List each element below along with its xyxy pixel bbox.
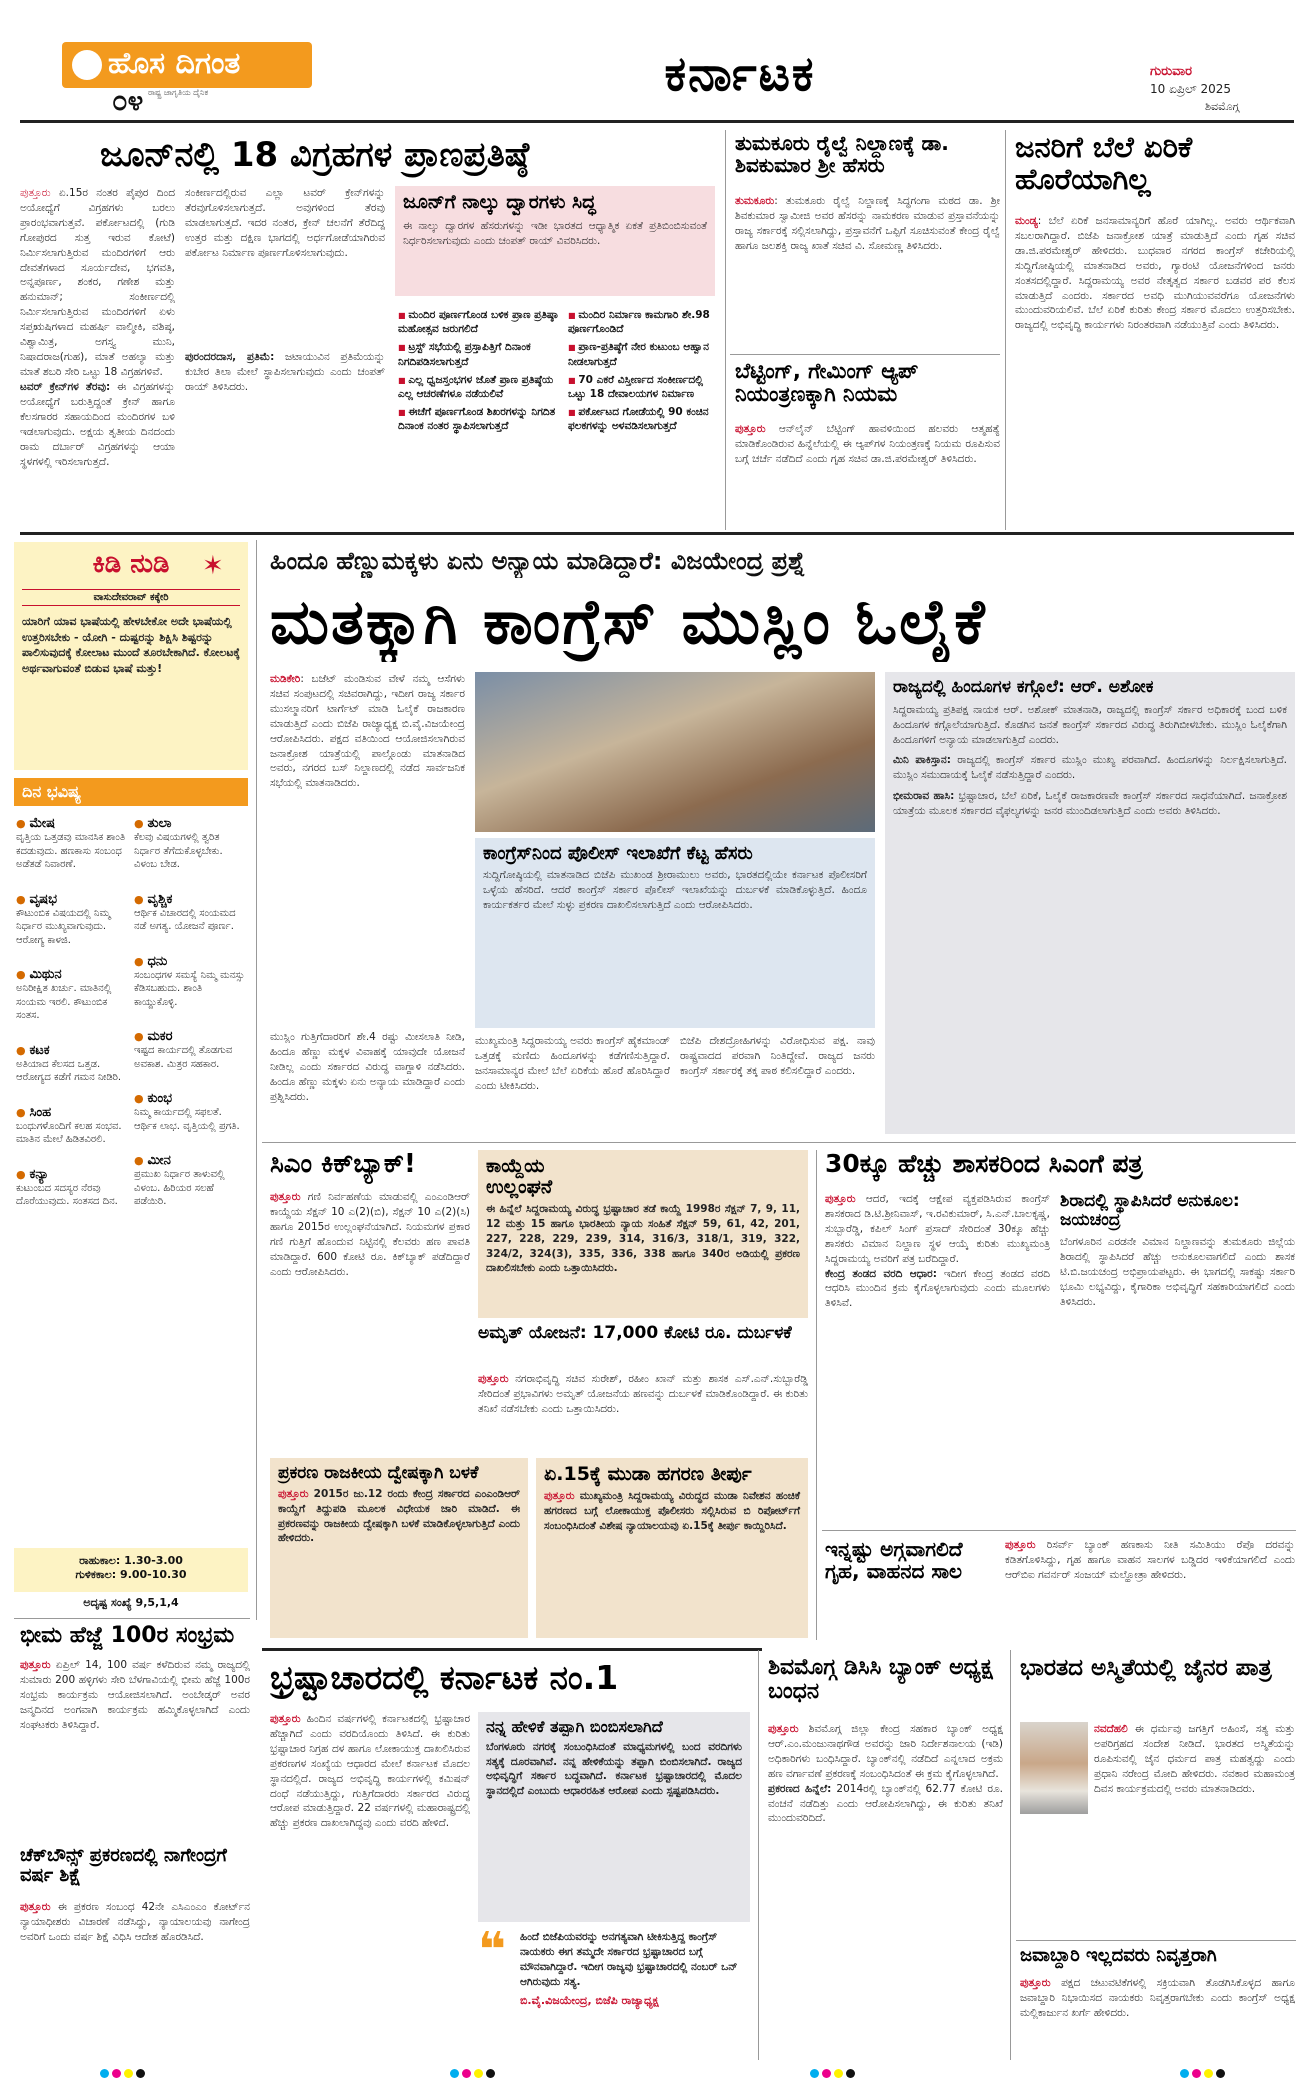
horoscope-title: ದಿನ ಭವಿಷ್ಯ: [22, 782, 82, 801]
lead-side-body2: ರಾಜ್ಯದಲ್ಲಿ ಕಾಂಗ್ರೆಸ್ ಸರ್ಕಾರ ಮುಸ್ಲಿಂ ಮುಖ್ಯ ಪರವಾಗಿದೆ. ಹಿಂದೂಗಳನ್ನು ನಿರ್ಲಕ್ಷಿಸಲಾಗುತ್ತಿದೆ. ಮುಸ್ಲಿಂ ಸಮುದಾಯಕ್ಕೆ ಓಲೈಕೆ ನಡೆಸುತ್ತಿದ್ದಾರೆ ಎಂದರು.: [893, 754, 1287, 782]
page-number: ೦೪: [112, 84, 144, 117]
story3-headline: ಬೆಟ್ಟಿಂಗ್, ಗೇಮಿಂಗ್ ಆ್ಯಪ್ ನಿಯಂತ್ರಣಕ್ಕಾಗಿ ನಿಯಮ: [735, 360, 919, 407]
corruption-body-b: ರಾಜ್ಯದ ಅಭಿವೃದ್ಧಿ ಕಾರ್ಯಗಳಲ್ಲಿ ಕಮಿಷನ್ ದಂಧೆ ನಡೆಯುತ್ತಿದ್ದು, ಗುತ್ತಿಗೆದಾರರು ಸರ್ಕಾರದ ವಿರುದ್ಧ ಆರೋಪ ಮಾಡುತ್ತಿದ್ದಾರೆ. 22 ವರ್ಷಗಳಲ್ಲಿ ಮಹಾರಾಷ್ಟ್ರದಲ್ಲಿ ಹೆಚ್ಚು ಪ್ರಕರಣ ದಾಖಲಾಗಿದ್ದವು ಎಂದು ವರದಿ ಹೇಳಿದೆ.: [270, 1772, 470, 1830]
lead-body-b: ಮುಸ್ಲಿಂ ಗುತ್ತಿಗೆದಾರರಿಗೆ ಶೇ.4 ರಷ್ಟು ಮೀಸಲಾತಿ ನೀಡಿ, ಹಿಂದೂ ಹೆಣ್ಣು ಮಕ್ಕಳ ವಿವಾಹಕ್ಕೆ ಯಾವುದೇ ಯೋಜನೆ ನೀಡಿಲ್ಲ ಎಂದು ಸರ್ಕಾರದ ವಿರುದ್ಧ ವಾಗ್ದಾಳಿ ನಡೆಸಿದರು. ಹಿಂದೂ ಹೆಣ್ಣು ಮಕ್ಕಳು ಏನು ಅನ್ಯಾಯ ಮಾಡಿದ್ದಾರೆ ಎಂದು ಪ್ರಶ್ನಿಸಿದರು.: [270, 1031, 465, 1103]
corruption-headline: ಭ್ರಷ್ಟಾಚಾರದಲ್ಲಿ ಕರ್ನಾಟಕ ನಂ.1: [270, 1660, 619, 1697]
bheema-dateline: ಪುತ್ತೂರು: [20, 1659, 51, 1671]
politics-box: [270, 1458, 528, 1638]
story2-dateline: ತುಮಕೂರು: [735, 195, 775, 207]
issue-day: ಗುರುವಾರ: [1150, 64, 1192, 79]
amrut-dateline: ಪುತ್ತೂರು: [478, 1373, 509, 1385]
kidi-nudi-box: [14, 542, 248, 770]
kickback-box-body: ಈ ಹಿನ್ನೆಲೆ ಸಿದ್ದರಾಮಯ್ಯ ವಿರುದ್ಧ ಭ್ರಷ್ಟಾಚಾರ ತಡೆ ಕಾಯ್ದೆ 1998ರ ಸೆಕ್ಷನ್ 7, 9, 11, 12 ಮತ್ತು 15 ಹಾಗೂ ಭಾರತೀಯ ನ್ಯಾಯ ಸಂಹಿತೆ ಸೆಕ್ಷನ್ 59, 61, 42, 201, 227, 228, 229, 239, 314, 316/3, 318/1, 319, 322, 324/2, 324(3), 335, 336, 338 ಹಾಗೂ 340ರ ಅಡಿಯಲ್ಲಿ ಪ್ರಕರಣ ದಾಖಲಿಸಬೇಕು ಎಂದು ಒತ್ತಾಯಿಸಿದರು.: [486, 1202, 800, 1275]
vehicle-dateline: ಪುತ್ತೂರು: [1005, 1539, 1036, 1551]
mla-letter-dateline: ಪುತ್ತೂರು: [825, 1193, 856, 1205]
story3-body-text: ಆನ್‌ಲೈನ್ ಬೆಟ್ಟಿಂಗ್ ಹಾವಳಿಯಿಂದ ಹಲವರು ಆತ್ಮಹತ್ಯೆ ಮಾಡಿಕೊಂಡಿರುವ ಹಿನ್ನೆಲೆಯಲ್ಲಿ ಈ ಆ್ಯಪ್‌ಗಳ ನಿಯಂತ್ರಣಕ್ಕೆ ನಿಯಮ ರೂಪಿಸುವ ಬಗ್ಗೆ ಚರ್ಚೆ ನಡೆದಿದೆ ಎಂದು ಗೃಹ ಸಚಿವ ಡಾ.ಜಿ.ಪರಮೇಶ್ವರ್ ತಿಳಿಸಿದರು.: [735, 423, 1000, 465]
story1-body-c: ಸಂಕೀರ್ಣದಲ್ಲಿರುವ ಎಲ್ಲಾ ಟವರ್ ಕ್ರೇನ್‌ಗಳನ್ನು ತೆರವುಗೊಳಿಸಲಾಗುತ್ತದೆ. ಅವುಗಳಿಂದ ತೆರವು ಮಾಡಲಾಗುತ್ತದೆ. ಇದರ ನಂತರ, ಕ್ರೇನ್ ಚಲನೆಗೆ ತೆರೆದಿದ್ದ ಉತ್ತರ ಮತ್ತು ದಕ್ಷಿಣ ಭಾಗದಲ್ಲಿ ಅರ್ಧಗೋಡೆಯಾಗಿರುವ ಪರ್ಕೋಟ ನಿರ್ಮಾಣ ಪೂರ್ಣಗೊಳಿಸಲಾಗುವುದು.: [185, 187, 385, 259]
lead-body-d: ಬಿಜೆಪಿ ದೇಶದ್ರೋಹಿಗಳನ್ನು ವಿರೋಧಿಸುವ ಪಕ್ಷ. ನಾವು ರಾಷ್ಟ್ರವಾದದ ಪರವಾಗಿ ನಿಂತಿದ್ದೇವೆ. ರಾಜ್ಯದ ಜನರು ಕಾಂಗ್ರೆಸ್ ಸರ್ಕಾರಕ್ಕೆ ತಕ್ಕ ಪಾಠ ಕಲಿಸಲಿದ್ದಾರೆ ಎಂದರು.: [680, 1035, 875, 1077]
lead-side-para2: [893, 753, 1287, 783]
section-rule: [262, 1648, 762, 1651]
mla-letter-body-text: ಆದರೆ, ಇದಕ್ಕೆ ಆಕ್ಷೇಪ ವ್ಯಕ್ತಪಡಿಸಿರುವ ಕಾಂಗ್ರೆಸ್ ಶಾಸಕರಾದ ಡಿ.ಟಿ.ಶ್ರೀನಿವಾಸ್, ಇ.ರವಿಕುಮಾರ್, ಸಿ.ಎನ್.ಬಾಲಕೃಷ್ಣ, ಸುಬ್ಬಾರೆಡ್ಡಿ, ಕಪಿಲ್ ಸಿಂಗ್ ಪ್ರಸಾದ್ ಸೇರಿದಂತೆ 30ಕ್ಕೂ ಹೆಚ್ಚು ಶಾಸಕರು ವಿಮಾನ ನಿಲ್ದಾಣ ಸ್ಥಳ ಆಯ್ಕೆ ಕುರಿತು ಮುಖ್ಯಮಂತ್ರಿ ಸಿದ್ದರಾಮಯ್ಯ ಅವರಿಗೆ ಪತ್ರ ಬರೆದಿದ್ದಾರೆ.: [825, 1193, 1050, 1265]
kidi-nudi-author: ವಾಸುದೇವರಾವ್ ಕಕ್ಕೇರಿ: [22, 589, 240, 606]
horoscope-sign: ● ಸಿಂಹ ಬಂಧುಗಳೊಂದಿಗೆ ಕಲಹ ಸಂಭವ. ಮಾತಿನ ಮೇಲೆ ಹಿಡಿತವಿರಲಿ.: [16, 1105, 128, 1147]
lucky-number: ಅದೃಷ್ಟ ಸಂಖ್ಯೆ 9,5,1,4: [83, 1596, 179, 1609]
lead-body-col2: [270, 1030, 465, 1135]
responsible-headline: ಜವಾಬ್ದಾರಿ ಇಲ್ಲದವರು ನಿವೃತ್ತರಾಗಿ: [1020, 1946, 1217, 1966]
bheema-body: [20, 1658, 250, 1838]
horoscope-sign: ● ಮೀನ ಪ್ರಮುಖ ನಿರ್ಧಾರ ತಾಳುವಲ್ಲಿ ವಿಳಂಬ. ಹಿರಿಯರ ಸಲಹೆ ಪಡೆಯಿರಿ.: [134, 1153, 246, 1209]
section-rule: [20, 532, 1294, 535]
story1-body-a: ಏ.15ರ ನಂತರ ಪೈಪುರ ದಿಂದ ಅಯೋಧ್ಯೆಗೆ ವಿಗ್ರಹಗಳು ಬರಲು ಪ್ರಾರಂಭವಾಗುತ್ತವೆ. ಪರ್ಕೋಟದಲ್ಲಿ (ಗುಡಿ ಗೋಪುರದ ಸುತ್ತ ಇರುವ ಕೋಟೆ) ನಿರ್ಮಿಸಲಾಗುತ್ತಿರುವ ಮಂದಿರಗಳಿಗೆ ಆರು ದೇವತೆಗಳಾದ ಸೂರ್ಯದೇವ, ಭಗವತಿ, ಅನ್ನಪೂರ್ಣ, ಶಂಕರ, ಗಣೇಶ ಮತ್ತು ಹನುಮಾನ್; ಸಂಕೀರ್ಣದಲ್ಲಿ ನಿರ್ಮಿಸಲಾಗುತ್ತಿರುವ ಮಂದಿರಗಳಿಗೆ ಏಳು ಸಪ್ತಋಷಿಗಳಾದ ಮಹರ್ಷಿ ವಾಲ್ಮೀಕಿ, ವಶಿಷ್ಠ, ವಿಶ್ವಾಮಿತ್ರ, ಅಗಸ್ತ್ಯ ಮುನಿ, ನಿಷಾದರಾಜ(ಗುಹ), ಮಾತೆ ಅಹಲ್ಯಾ ಮತ್ತು ಮಾತೆ ಶಬರಿ ಸೇರಿ ಒಟ್ಟು 18 ವಿಗ್ರಹಗಳಿವೆ.: [20, 187, 175, 378]
vehicle-body: [1005, 1538, 1295, 1634]
lead-headline: ಮತಕ್ಕಾಗಿ ಕಾಂಗ್ರೆಸ್ ಮುಸ್ಲಿಂ ಓಲೈಕೆ: [270, 585, 987, 658]
story1-body-col3: [185, 186, 385, 346]
col-divider: [256, 540, 257, 1620]
corruption-box: [478, 1712, 750, 1922]
story1-box: [395, 186, 715, 296]
story2-headline: ತುಮಕೂರು ರೈಲ್ವೆ ನಿಲ್ದಾಣಕ್ಕೆ ಡಾ. ಶಿವಕುಮಾರ ಶ್ರೀ ಹೆಸರು: [735, 132, 949, 177]
brand-name: ಹೊಸ ದಿಗಂತ: [108, 46, 241, 81]
col-divider: [1005, 130, 1006, 530]
story4-body-text: ಬೆಲೆ ಏರಿಕೆ ಜನಸಾಮಾನ್ಯರಿಗೆ ಹೊರೆ ಯಾಗಿಲ್ಲ. ಅವರು ಆರ್ಥಿಕವಾಗಿ ಸಬಲರಾಗಿದ್ದಾರೆ. ಬಿಜೆಪಿ ಜನಾಕ್ರೋಶ ಯಾತ್ರೆ ಮಾಡುತ್ತಿದೆ ಎಂದು ಗೃಹ ಸಚಿವ ಡಾ.ಜಿ.ಪರಮೇಶ್ವರ್ ಹೇಳಿದರು. ಬುಧವಾರ ನಗರದ ಕಾಂಗ್ರೆಸ್ ಕಚೇರಿಯಲ್ಲಿ ಸುದ್ದಿಗೋಷ್ಠಿಯಲ್ಲಿ ಮಾತನಾಡಿದ ಅವರು, ಗ್ಯಾರಂಟಿ ಯೋಜನೆಗಳಿಂದ ಜನರು ಸಂತಸದಲ್ಲಿದ್ದಾರೆ. ಸಿದ್ದರಾಮಯ್ಯ ಅವರ ನೇತೃತ್ವದ ಸರ್ಕಾರ ಬಡವರ ಪರ ಕೆಲಸ ಮಾಡುತ್ತಿದೆ ಎಂದರು. ಸರ್ಕಾರದ ಅವಧಿ ಮುಗಿಯುವವರೆಗೂ ಯೋಜನೆಗಳು ಮುಂದುವರಿಯಲಿವೆ. ಬೆಲೆ ಏರಿಕೆ ಕುರಿತು ಕೇಂದ್ರ ಸರ್ಕಾರ ಮೊದಲು ಉತ್ತರಿಸಬೇಕು. ರಾಜ್ಯದಲ್ಲಿ ಅಭಿವೃದ್ಧಿ ಕಾರ್ಯಗಳು ನಿರಂತರವಾಗಿ ನಡೆಯುತ್ತಿವೆ ಎಂದು ತಿಳಿಸಿದರು.: [1015, 215, 1295, 332]
list-item: ■ ಮಂದಿರ ಪೂರ್ಣಗೊಂಡ ಬಳಿಕ ಪ್ರಾಣ ಪ್ರತಿಷ್ಠಾ ಮಹೋತ್ಸವ ಜರುಗಲಿದೆ: [398, 308, 558, 336]
lead-body-col3: [475, 1034, 670, 1134]
story1-body-col4: [185, 350, 385, 530]
col-divider: [1010, 1650, 1011, 2060]
corruption-body-a: ಹಿಂದಿನ ವರ್ಷಗಳಲ್ಲಿ ಕರ್ನಾಟಕದಲ್ಲಿ ಭ್ರಷ್ಟಾಚಾರ ಹೆಚ್ಚಾಗಿದೆ ಎಂದು ವರದಿಯೊಂದು ತಿಳಿಸಿದೆ. ಈ ಕುರಿತು ಭ್ರಷ್ಟಾಚಾರ ನಿಗ್ರಹ ದಳ ಹಾಗೂ ಲೋಕಾಯುಕ್ತ ದಾಖಲಿಸಿರುವ ಪ್ರಕರಣಗಳ ಸಂಖ್ಯೆಯ ಆಧಾರದ ಮೇಲೆ ಕರ್ನಾಟಕ ಮೊದಲ ಸ್ಥಾನದಲ್ಲಿದೆ.: [270, 1713, 470, 1785]
corruption-box-title: ನನ್ನ ಹೇಳಿಕೆ ತಪ್ಪಾಗಿ ಬಿಂಬಿಸಲಾಗಿದೆ: [486, 1717, 663, 1736]
lead-side-body3: ಭ್ರಷ್ಟಾಚಾರ, ಬೆಲೆ ಏರಿಕೆ, ಓಲೈಕೆ ರಾಜಕಾರಣವೇ ಕಾಂಗ್ರೆಸ್ ಸರ್ಕಾರದ ಸಾಧನೆಯಾಗಿದೆ. ಜನಾಕ್ರೋಶ ಯಾತ್ರೆಯ ಮೂಲಕ ಸರ್ಕಾರದ ವೈಫಲ್ಯಗಳನ್ನು ಜನರ ಮುಂದಿಡಲಾಗುತ್ತಿದೆ ಎಂದು ಅವರು ತಿಳಿಸಿದರು.: [893, 790, 1287, 818]
lead-side-subhead2: ಭೀಮರಾವ ಹಾಸಿ:: [893, 790, 955, 803]
story3-body: [735, 422, 1000, 527]
muda-box: [536, 1458, 808, 1638]
dcc-headline: ಶಿವಮೊಗ್ಗ ಡಿಸಿಸಿ ಬ್ಯಾಂಕ್ ಅಧ್ಯಕ್ಷ ಬಂಧನ: [768, 1656, 993, 1705]
story1-box-title: ಜೂನ್‌ಗೆ ನಾಲ್ಕು ದ್ವಾರಗಳು ಸಿದ್ಧ: [403, 191, 596, 213]
dcc-body2: 2014ರಲ್ಲಿ ಬ್ಯಾಂಕ್‌ನಲ್ಲಿ 62.77 ಕೋಟಿ ರೂ. ವಂಚನೆ ನಡೆದಿತ್ತು ಎಂದು ಆರೋಪಿಸಲಾಗಿದ್ದು, ಈ ಕುರಿತು ತನಿಖೆ ಮುಂದುವರಿದಿದೆ.: [768, 1782, 1003, 1825]
horoscope-sign: ● ಮಿಥುನ ಅನಿರೀಕ್ಷಿತ ಖರ್ಚು. ಮಾತಿನಲ್ಲಿ ಸಂಯಮ ಇರಲಿ. ಕೌಟುಂಬಿಕ ಸಂತಸ.: [16, 967, 128, 1023]
muda-headline: ಏ.15ಕ್ಕೆ ಮುಡಾ ಹಗರಣ ತೀರ್ಪು: [544, 1463, 752, 1485]
kidi-nudi-body: ಯಾರಿಗೆ ಯಾವ ಭಾಷೆಯಲ್ಲಿ ಹೇಳಬೇಕೋ ಅದೇ ಭಾಷೆಯಲ್ಲಿ ಉತ್ತರಿಸಬೇಕು - ಯೋಗಿ - ದುಷ್ಟರನ್ನು ಶಿಕ್ಷಿಸಿ ಶಿಷ್ಟರನ್ನು ಪಾಲಿಸುವುದಕ್ಕೆ ಕೋಲಾಟ ಮುಂದೆ ತೂರಬೇಕಾಗಿದೆ. ಕೋಲಟಕ್ಕೆ ಅರ್ಥವಾಗುವಂತೆ ಬಿಡುವ ಭಾಷೆ ಮತ್ತು!: [22, 614, 240, 676]
portrait-photo: [1020, 1722, 1088, 1814]
amrut-headline: ಅಮೃತ್ ಯೋಜನೆ: 17,000 ಕೋಟಿ ರೂ. ದುರ್ಬಳಕೆ: [478, 1324, 792, 1343]
list-item: ■ ಈಚೆಗೆ ಪೂರ್ಣಗೊಂಡ ಶಿಖರಗಳನ್ನು ನಿಗದಿತ ದಿನಾಂಕ ನಂತರ ಸ್ಥಾಪಿಸಲಾಗುತ್ತದೆ: [398, 405, 558, 433]
list-item: ■ 70 ಎಕರೆ ವಿಸ್ತೀರ್ಣದ ಸಂಕೀರ್ಣದಲ್ಲಿ ಒಟ್ಟು 18 ದೇವಾಲಯಗಳ ನಿರ್ಮಾಣ: [568, 373, 718, 401]
row-divider: [730, 354, 1000, 355]
kickback-headline: ಸಿಎಂ ಕಿಕ್‌ಬ್ಯಾಕ್!: [270, 1150, 416, 1179]
issue-date: 10 ಏಪ್ರಿಲ್ 2025: [1150, 82, 1232, 96]
quote-icon: ❝: [478, 1930, 507, 1966]
lead-photo: [475, 672, 875, 832]
cheque-dateline: ಪುತ್ತೂರು: [20, 1901, 51, 1913]
corruption-quote: [520, 1930, 750, 2050]
horoscope-sign: ● ವೃಶ್ಚಿಕ ಆರ್ಥಿಕ ವಿಚಾರದಲ್ಲಿ ಸಂಯಮದ ನಡೆ ಅಗತ್ಯ. ಯೋಜನೆ ಪೂರ್ಣ.: [134, 892, 246, 934]
dcc-subhead: ಪ್ರಕರಣದ ಹಿನ್ನೆಲೆ:: [768, 1782, 832, 1795]
kickback-box: [478, 1150, 808, 1318]
vehicle-headline: ಇನ್ನಷ್ಟು ಅಗ್ಗವಾಗಲಿದೆ ಗೃಹ, ವಾಹನದ ಸಾಲ: [825, 1538, 963, 1583]
horoscope-sign: ● ತುಲಾ ಕೆಲವು ವಿಷಯಗಳಲ್ಲಿ ತ್ವರಿತ ನಿರ್ಧಾರ ತೆಗೆದುಕೊಳ್ಳಬೇಕು. ವಿಳಂಬ ಬೇಡ.: [134, 816, 246, 872]
responsible-body-text: ಪಕ್ಷದ ಚಟುವಟಿಕೆಗಳಲ್ಲಿ ಸಕ್ರಿಯವಾಗಿ ತೊಡಗಿಸಿಕೊಳ್ಳದ ಹಾಗೂ ಜವಾಬ್ದಾರಿ ನಿಭಾಯಿಸದ ನಾಯಕರು ನಿವೃತ್ತರಾಗಬೇಕು ಎಂದು ಕಾಂಗ್ರೆಸ್ ಅಧ್ಯಕ್ಷ ಮಲ್ಲಿಕಾರ್ಜುನ ಖರ್ಗೆ ಹೇಳಿದರು.: [1020, 1977, 1295, 2019]
lamp-icon: [72, 50, 102, 80]
issue-city: ಶಿವಮೊಗ್ಗ: [1205, 100, 1240, 113]
corruption-body-col1: [270, 1712, 470, 2052]
brand-tagline: ರಾಷ್ಟ್ರ ಜಾಗೃತಿಯ ದೈನಿಕ: [148, 88, 209, 97]
kickback-box-title: ಕಾಯ್ದೆಯ ಉಲ್ಲಂಘನೆ: [486, 1155, 553, 1198]
mla-side-body: ಬೆಂಗಳೂರಿನ ಎರಡನೇ ವಿಮಾನ ನಿಲ್ದಾಣವನ್ನು ತುಮಕೂರು ಜಿಲ್ಲೆಯ ಶಿರಾದಲ್ಲಿ ಸ್ಥಾಪಿಸಿದರೆ ಹೆಚ್ಚು ಅನುಕೂಲವಾಗಲಿದೆ ಎಂದು ಶಾಸಕ ಟಿ.ಬಿ.ಜಯಚಂದ್ರ ಅಭಿಪ್ರಾಯಪಟ್ಟರು. ಈ ಭಾಗದಲ್ಲಿ ಸಾಕಷ್ಟು ಸರ್ಕಾರಿ ಭೂಮಿ ಲಭ್ಯವಿದ್ದು, ಕೈಗಾರಿಕಾ ಅಭಿವೃದ್ಧಿಗೆ ಸಹಕಾರಿಯಾಗಲಿದೆ ಎಂದು ತಿಳಿಸಿದರು.: [1060, 1236, 1295, 1308]
horoscope-col-left: [16, 810, 128, 1540]
muda-dateline: ಪುತ್ತೂರು: [544, 1489, 575, 1502]
lead-dateline: ಮಡಿಕೇರಿ: [270, 673, 301, 685]
politics-body-text: 2015ರ ಜು.12 ರಂದು ಕೇಂದ್ರ ಸರ್ಕಾರದ ಎಂಎಂಡಿಆರ್ ಕಾಯ್ದೆಗೆ ತಿದ್ದುಪಡಿ ಮೂಲಕ ವಿಧೇಯಕ ಜಾರಿ ಮಾಡಿದೆ. ಈ ಪ್ರಕರಣವನ್ನು ರಾಜಕೀಯ ದ್ವೇಷಕ್ಕಾಗಿ ಬಳಕೆ ಮಾಡಿಕೊಳ್ಳಲಾಗುತ್ತಿದೆ ಎಂದು ಹೇಳಿದರು.: [278, 1487, 521, 1545]
mla-letter-body: [825, 1192, 1050, 1522]
horoscope-sign: ● ಮಕರ ಇಷ್ಟದ ಕಾರ್ಯದಲ್ಲಿ ತೊಡಗುವ ಅವಕಾಶ. ಮಿತ್ರರ ಸಹಕಾರ.: [134, 1029, 246, 1071]
politics-body: [278, 1487, 520, 1547]
mla-letter-subhead: ಕೇಂದ್ರ ತಂಡದ ವರದಿ ಆಧಾರ:: [825, 1267, 937, 1280]
quote-text: ಹಿಂದೆ ಬಿಜೆಪಿಯವರನ್ನು ಅನಗತ್ಯವಾಗಿ ಟೀಕಿಸುತ್ತಿದ್ದ ಕಾಂಗ್ರೆಸ್ ನಾಯಕರು ಈಗ ತಮ್ಮದೇ ಸರ್ಕಾರದ ಭ್ರಷ್ಟಾಚಾರದ ಬಗ್ಗೆ ಮೌನವಾಗಿದ್ದಾರೆ. ಇದೀಗ ರಾಜ್ಯವು ಭ್ರಷ್ಟಾಚಾರದಲ್ಲಿ ನಂಬರ್ ಒನ್ ಆಗಿರುವುದು ಸತ್ಯ.: [520, 1931, 738, 1988]
lead-body-col4: [680, 1034, 875, 1134]
story3-dateline: ಪುತ್ತೂರು: [735, 423, 766, 435]
story1-box-body: ಈ ನಾಲ್ಕು ದ್ವಾರಗಳ ಹೆಸರುಗಳನ್ನು ಇಡೀ ಭಾರತದ ಆಧ್ಯಾತ್ಮಿಕ ಏಕತೆ ಪ್ರತಿಬಿಂಬಿಸುವಂತೆ ನಿರ್ಧರಿಸಲಾಗುವುದು ಎಂದು ಚಂಪತ್ ರಾಯ್ ವಿವರಿಸಿದರು.: [403, 219, 707, 247]
horoscope-sign: ● ಕನ್ಯಾ ಕುಟುಂಬದ ಸದಸ್ಯರ ನೆರವು ದೊರೆಯುವುದು. ಸಂತಸದ ದಿನ.: [16, 1167, 128, 1209]
spark-icon: ✶: [202, 551, 224, 581]
registration-marks: [450, 2069, 495, 2078]
lead-body-c: ಮುಖ್ಯಮಂತ್ರಿ ಸಿದ್ದರಾಮಯ್ಯ ಅವರು ಕಾಂಗ್ರೆಸ್ ಹೈಕಮಾಂಡ್ ಒತ್ತಡಕ್ಕೆ ಮಣಿದು ಹಿಂದೂಗಳನ್ನು ಕಡೆಗಣಿಸುತ್ತಿದ್ದಾರೆ. ಜನಸಾಮಾನ್ಯರ ಮೇಲೆ ಬೆಲೆ ಏರಿಕೆಯ ಹೊರೆ ಹೊರಿಸಿದ್ದಾರೆ ಎಂದು ಟೀಕಿಸಿದರು.: [475, 1035, 670, 1092]
mla-letter-side: [1060, 1192, 1295, 1522]
cheque-headline: ಚೆಕ್‌ಬೌನ್ಸ್ ಪ್ರಕರಣದಲ್ಲಿ ನಾಗೇಂದ್ರಗೆ ವರ್ಷ ಶಿಕ್ಷೆ: [20, 1846, 227, 1886]
lead-sub-title: ಕಾಂಗ್ರೆಸ್‌ನಿಂದ ಪೊಲೀಸ್ ಇಲಾಖೆಗೆ ಕೆಟ್ಟ ಹೆಸರು: [483, 843, 753, 864]
cheque-body-text: ಈ ಪ್ರಕರಣ ಸಂಬಂಧ 42ನೇ ಎಸಿಎಂಎಂ ಕೋರ್ಟ್‌ನ ನ್ಯಾಯಾಧೀಶರು ವಿಚಾರಣೆ ನಡೆಸಿದ್ದು, ನ್ಯಾಯಾಲಯವು ನಾಗೇಂದ್ರ ಅವರಿಗೆ ಒಂದು ವರ್ಷ ಶಿಕ್ಷೆ ವಿಧಿಸಿ ಆದೇಶ ಹೊರಡಿಸಿದೆ.: [20, 1901, 250, 1943]
lead-side-para3: [893, 789, 1287, 819]
col-divider: [758, 1650, 759, 2060]
dcc-body: [768, 1722, 1003, 2052]
section-title: ಕರ್ನಾಟಕ: [664, 46, 816, 102]
mla-letter-body2: ಇದೀಗ ಕೇಂದ್ರ ತಂಡದ ವರದಿ ಆಧರಿಸಿ ಮುಂದಿನ ಕ್ರಮ ಕೈಗೊಳ್ಳಲಾಗುವುದು ಎಂದು ಮೂಲಗಳು ತಿಳಿಸಿವೆ.: [825, 1267, 1050, 1310]
row-divider: [14, 1618, 250, 1619]
guli-kala: ಗುಳಿಕಕಾಲ: 9.00-10.30: [75, 1568, 187, 1581]
identity-body-text: ಈ ಧರ್ಮವು ಜಗತ್ತಿಗೆ ಅಹಿಂಸೆ, ಸತ್ಯ ಮತ್ತು ಅಪರಿಗ್ರಹದ ಸಂದೇಶ ನೀಡಿದೆ. ಭಾರತದ ಅಸ್ಮಿತೆಯನ್ನು ರೂಪಿಸುವಲ್ಲಿ ಜೈನ ಧರ್ಮದ ಪಾತ್ರ ಮಹತ್ವದ್ದು ಎಂದು ಪ್ರಧಾನಿ ನರೇಂದ್ರ ಮೋದಿ ಹೇಳಿದರು. ನವಕಾರ ಮಹಾಮಂತ್ರ ದಿವಸ ಕಾರ್ಯಕ್ರಮದಲ್ಲಿ ಅವರು ಮಾತನಾಡಿದರು.: [1094, 1723, 1295, 1795]
lead-body-col1: ಮಡಿಕೇರಿ: ಬಜೆಟ್ ಮಂಡಿಸುವ ವೇಳೆ ನಮ್ಮ ಆಸೆಗಳು ಸಚಿವ ಸಂಪುಟದಲ್ಲಿ ಸಚಿವರಾಗಿದ್ದು, ಇದೀಗ ರಾಜ್ಯ ಸರ್ಕಾರ ಮುಸಲ್ಮಾನರಿಗೆ ಟಾರ್ಗೆಟ್ ಮಾಡಿ ಓಲೈಕೆ ರಾಜಕಾರಣ ಮಾಡುತ್ತಿದೆ ಎಂದು ಬಿಜೆಪಿ ರಾಜ್ಯಾಧ್ಯಕ್ಷ ಬಿ.ವೈ.ವಿಜಯೇಂದ್ರ ಆರೋಪಿಸಿದರು. ಪಕ್ಷದ ವತಿಯಿಂದ ಆಯೋಜಿಸಲಾಗಿರುವ ಜನಾಕ್ರೋಶ ಯಾತ್ರೆಯಲ್ಲಿ ಪಾಲ್ಗೊಂಡು ಮಾತನಾಡಿದ ಅವರು, ನಗರದ ಬಸ್ ನಿಲ್ದಾಣದಲ್ಲಿ ನಡೆದ ಸಾರ್ವಜನಿಕ ಸಭೆಯಲ್ಲಿ ಮಾತನಾಡಿದರು.: [270, 673, 465, 790]
story1-subhead: ಟವರ್ ಕ್ರೇನ್‌ಗಳ ತೆರವು:: [20, 381, 111, 393]
horoscope-col-right: [134, 810, 246, 1540]
responsible-body: [1020, 1976, 1295, 2056]
identity-body: [1094, 1722, 1295, 1932]
politics-headline: ಪ್ರಕರಣ ರಾಜಕೀಯ ದ್ವೇಷಕ್ಕಾಗಿ ಬಳಕೆ: [278, 1463, 479, 1483]
row-divider: [1016, 1940, 1296, 1941]
vehicle-body-text: ರಿಸರ್ವ್ ಬ್ಯಾಂಕ್ ಹಣಕಾಸು ನೀತಿ ಸಮಿತಿಯು ರೆಪೊ ದರವನ್ನು ಕಡಿತಗೊಳಿಸಿದ್ದು, ಗೃಹ ಹಾಗೂ ವಾಹನ ಸಾಲಗಳ ಬಡ್ಡಿದರ ಇಳಿಕೆಯಾಗಲಿದೆ ಎಂದು ಆರ್‌ಬಿಐ ಗವರ್ನರ್ ಸಂಜಯ್ ಮಲ್ಹೋತ್ರಾ ಹೇಳಿದರು.: [1005, 1539, 1295, 1581]
lead-sub-box: [475, 838, 875, 1028]
kickback-body-text: ಗಣಿ ನಿರ್ವಹಣೆಯ ಮಾಡುವಲ್ಲಿ ಎಂಎಂಡಿಆರ್ ಕಾಯ್ದೆಯ ಸೆಕ್ಷನ್ 10 ಎ(2)(ಬಿ), ಸೆಕ್ಷನ್ 10 ಎ(2)(ಸಿ) ಹಾಗೂ 2015ರ ಉಲ್ಲಂಘನೆಯಾಗಿದೆ. ನಿಯಮಗಳ ಪ್ರಕಾರ ಗಣಿ ಗುತ್ತಿಗೆ ಹೊಂದುವ ನಿಟ್ಟಿನಲ್ಲಿ ಕೆಲವರು ಹಣ ಪಾವತಿ ಮಾಡಿದ್ದಾರೆ. 600 ಕೋಟಿ ರೂ. ಕಿಕ್‌ಬ್ಯಾಕ್ ಪಡೆದಿದ್ದಾರೆ ಎಂದು ಆರೋಪಿಸಿದರು.: [270, 1191, 470, 1278]
horoscope-sign: ● ವೃಷಭ ಕೌಟುಂಬಿಕ ವಿಷಯದಲ್ಲಿ ನಿಮ್ಮ ನಿರ್ಧಾರ ಮುಖ್ಯವಾಗುವುದು. ಆರೋಗ್ಯ ಕಾಳಜಿ.: [16, 892, 128, 948]
muda-body-text: ಮುಖ್ಯಮಂತ್ರಿ ಸಿದ್ದರಾಮಯ್ಯ ವಿರುದ್ಧದ ಮುಡಾ ನಿವೇಶನ ಹಂಚಿಕೆ ಹಗರಣದ ಬಗ್ಗೆ ಲೋಕಾಯುಕ್ತ ಪೊಲೀಸರು ಸಲ್ಲಿಸಿರುವ ಬಿ ರಿಪೋರ್ಟ್‌ಗೆ ಸಂಬಂಧಿಸಿದಂತೆ ವಿಶೇಷ ನ್ಯಾಯಾಲಯವು ಏ.15ಕ್ಕೆ ತೀರ್ಪು ಕಾಯ್ದಿರಿಸಿದೆ.: [544, 1489, 801, 1532]
lead-side-subhead1: ಮಿನಿ ಪಾಕಿಸ್ತಾನ:: [893, 754, 951, 767]
corruption-dateline: ಪುತ್ತೂರು: [270, 1713, 301, 1725]
list-item: ■ ಪ್ರಾಣ-ಪ್ರತಿಷ್ಠೆಗೆ ನೇರ ಕುಟುಂಬ ಆಹ್ವಾನ ನೀಡಲಾಗುತ್ತದೆ: [568, 340, 718, 368]
dcc-body-text: ಶಿವಮೊಗ್ಗ ಜಿಲ್ಲಾ ಕೇಂದ್ರ ಸಹಕಾರ ಬ್ಯಾಂಕ್ ಅಧ್ಯಕ್ಷ ಆರ್.ಎಂ.ಮಂಜುನಾಥಗೌಡ ಅವರನ್ನು ಜಾರಿ ನಿರ್ದೇಶನಾಲಯ (ಇಡಿ) ಅಧಿಕಾರಿಗಳು ಬಂಧಿಸಿದ್ದಾರೆ. ಬ್ಯಾಂಕ್‌ನಲ್ಲಿ ನಡೆದಿದೆ ಎನ್ನಲಾದ ಅಕ್ರಮ ಹಣ ವರ್ಗಾವಣೆ ಪ್ರಕರಣಕ್ಕೆ ಸಂಬಂಧಿಸಿದಂತೆ ಈ ಕ್ರಮ ಕೈಗೊಳ್ಳಲಾಗಿದೆ.: [768, 1723, 1003, 1780]
corruption-box-body: ಬೆಂಗಳೂರು ನಗರಕ್ಕೆ ಸಂಬಂಧಿಸಿದಂತೆ ಮಾಧ್ಯಮಗಳಲ್ಲಿ ಬಂದ ವರದಿಗಳು ಸತ್ಯಕ್ಕೆ ದೂರವಾಗಿವೆ. ನನ್ನ ಹೇಳಿಕೆಯನ್ನು ತಪ್ಪಾಗಿ ಬಿಂಬಿಸಲಾಗಿದೆ. ರಾಜ್ಯದ ಅಭಿವೃದ್ಧಿಗೆ ಸರ್ಕಾರ ಬದ್ಧವಾಗಿದೆ. ಕರ್ನಾಟಕ ಭ್ರಷ್ಟಾಚಾರದಲ್ಲಿ ಮೊದಲ ಸ್ಥಾನದಲ್ಲಿದೆ ಎಂಬುದು ಆಧಾರರಹಿತ ಆರೋಪ ಎಂದು ಸ್ಪಷ್ಟಪಡಿಸಿದರು.: [486, 1740, 742, 1798]
lead-body-a: ಬಜೆಟ್ ಮಂಡಿಸುವ ವೇಳೆ ನಮ್ಮ ಆಸೆಗಳು ಸಚಿವ ಸಂಪುಟದಲ್ಲಿ ಸಚಿವರಾಗಿದ್ದು, ಇದೀಗ ರಾಜ್ಯ ಸರ್ಕಾರ ಮುಸಲ್ಮಾನರಿಗೆ ಟಾರ್ಗೆಟ್ ಮಾಡಿ ಓಲೈಕೆ ರಾಜಕಾರಣ ಮಾಡುತ್ತಿದೆ ಎಂದು ಬಿಜೆಪಿ ರಾಜ್ಯಾಧ್ಯಕ್ಷ ಬಿ.ವೈ.ವಿಜಯೇಂದ್ರ ಆರೋಪಿಸಿದರು. ಪಕ್ಷದ ವತಿಯಿಂದ ಆಯೋಜಿಸಲಾಗಿರುವ ಜನಾಕ್ರೋಶ ಯಾತ್ರೆಯಲ್ಲಿ ಪಾಲ್ಗೊಂಡು ಮಾತನಾಡಿದ ಅವರು, ನಗರದ ಬಸ್ ನಿಲ್ದಾಣದಲ್ಲಿ ನಡೆದ ಸಾರ್ವಜನಿಕ ಸಭೆಯಲ್ಲಿ ಮಾತನಾಡಿದರು.: [270, 673, 465, 790]
mla-letter-headline: 30ಕ್ಕೂ ಹೆಚ್ಚು ಶಾಸಕರಿಂದ ಸಿಎಂಗೆ ಪತ್ರ: [825, 1150, 1143, 1178]
masthead: [0, 0, 1314, 124]
bheema-headline: ಭೀಮ ಹೆಜ್ಜೆ 100ರ ಸಂಭ್ರಮ: [20, 1624, 235, 1648]
list-item: ■ ಪರ್ಕೋಟದ ಗೋಡೆಯಲ್ಲಿ 90 ಕಂಚಿನ ಫಲಕಗಳನ್ನು ಅಳವಡಿಸಲಾಗುತ್ತದೆ: [568, 405, 718, 433]
list-item: ■ ಟ್ರಸ್ಟ್ ಸಭೆಯಲ್ಲಿ ಪ್ರಸ್ತಾಪಿತ್ತಿಗೆ ದಿನಾಂಕ ನಿಗದಿಪಡಿಸಲಾಗುತ್ತದೆ: [398, 340, 558, 368]
col-divider: [816, 1150, 817, 1640]
list-item: ■ ಎಲ್ಲ ಧ್ವಜಸ್ತಂಭಗಳ ಜೊತೆ ಪ್ರಾಣ ಪ್ರತಿಷ್ಠೆಯ ಎಲ್ಲ ಆಚರಣೆಗಳೂ ನಡೆಯಲಿವೆ: [398, 373, 558, 401]
registration-marks: [100, 2069, 145, 2078]
kidi-nudi-title: ಕಿಡಿ ನುಡಿ: [92, 549, 170, 579]
story1-subhead2: ಪುರಂದರದಾಸ, ಪ್ರತಿಮೆ:: [185, 351, 275, 363]
horoscope-sign: ● ಮೇಷ ವೃತ್ತಿಯ ಒತ್ತಡವು ಮಾನಸಿಕ ಶಾಂತಿ ಕದಡುವುದು. ಹಣಕಾಸು ಸಂಬಂಧ ಅಡೆತಡೆ ನಿವಾರಣೆ.: [16, 816, 128, 872]
cheque-body: [20, 1900, 250, 2050]
story1-dateline: ಪುತ್ತೂರು: [20, 187, 51, 199]
politics-dateline: ಪುತ್ತೂರು: [278, 1487, 309, 1500]
horoscope-title-bar: [14, 778, 248, 806]
muda-body: [544, 1489, 800, 1534]
story1-bullets-right: [568, 304, 718, 529]
dcc-dateline: ಪುತ್ತೂರು: [768, 1723, 799, 1735]
row-divider: [822, 1530, 1296, 1531]
story1-body-b: ಈ ವಿಗ್ರಹಗಳನ್ನು ಅಯೋಧ್ಯೆಗೆ ಬರುತ್ತಿದ್ದಂತೆ ಕ್ರೇನ್ ಹಾಗೂ ಕೆಲಸಗಾರರ ಸಹಾಯದಿಂದ ಮಂದಿರಗಳ ಬಳಿ ಇಡಲಾಗುವುದು. ಅಕ್ಷಯ ತೃತೀಯ ದಿನದಂದು ರಾಮ ದರ್ಬಾರ್ ವಿಗ್ರಹಗಳನ್ನು ಆಯಾ ಸ್ಥಳಗಳಲ್ಲಿ ಇರಿಸಲಾಗುತ್ತದೆ.: [20, 381, 175, 468]
horoscope-sign: ● ಧನು ಸಂಬಂಧಗಳ ಸಮಸ್ಯೆ ನಿಮ್ಮ ಮನಸ್ಸು ಕೆಡಿಸಬಹುದು. ಶಾಂತಿ ಕಾಯ್ದುಕೊಳ್ಳಿ.: [134, 954, 246, 1010]
col-divider: [725, 130, 726, 530]
story4-headline: ಜನರಿಗೆ ಬೆಲೆ ಏರಿಕೆ ಹೊರೆಯಾಗಿಲ್ಲ: [1015, 132, 1193, 196]
identity-headline: ಭಾರತದ ಅಸ್ಮಿತೆಯಲ್ಲಿ ಜೈನರ ಪಾತ್ರ: [1020, 1656, 1272, 1681]
amrut-body-text: ನಗರಾಭಿವೃದ್ಧಿ ಸಚಿವ ಸುರೇಶ್, ರಹೀಂ ಖಾನ್ ಮತ್ತು ಶಾಸಕ ಎಸ್.ಎನ್.ಸುಬ್ಬಾರೆಡ್ಡಿ ಸೇರಿದಂತೆ ಪ್ರಭಾವಿಗಳು ಅಮೃತ್ ಯೋಜನೆಯ ಹಣವನ್ನು ದುರ್ಬಳಕೆ ಮಾಡಿಕೊಂಡಿದ್ದಾರೆ. ಈ ಕುರಿತು ತನಿಖೆ ನಡೆಸಬೇಕು ಎಂದು ಒತ್ತಾಯಿಸಿದರು.: [478, 1373, 808, 1415]
lead-side-title: ರಾಜ್ಯದಲ್ಲಿ ಹಿಂದೂಗಳ ಕಗ್ಗೊಲೆ: ಆರ್. ಅಶೋಕ: [893, 677, 1154, 697]
lead-kicker: ಹಿಂದೂ ಹೆಣ್ಣುಮಕ್ಕಳು ಏನು ಅನ್ಯಾಯ ಮಾಡಿದ್ದಾರೆ: ವಿಜಯೇಂದ್ರ ಪ್ರಶ್ನೆ: [270, 547, 806, 575]
story4-body: ಮಂಡ್ಯ: ಬೆಲೆ ಏರಿಕೆ ಜನಸಾಮಾನ್ಯರಿಗೆ ಹೊರೆ ಯಾಗಿಲ್ಲ. ಅವರು ಆರ್ಥಿಕವಾಗಿ ಸಬಲರಾಗಿದ್ದಾರೆ. ಬಿಜೆಪಿ ಜನಾಕ್ರೋಶ ಯಾತ್ರೆ ಮಾಡುತ್ತಿದೆ ಎಂದು ಗೃಹ ಸಚಿವ ಡಾ.ಜಿ.ಪರಮೇಶ್ವರ್ ಹೇಳಿದರು. ಬುಧವಾರ ನಗರದ ಕಾಂಗ್ರೆಸ್ ಕಚೇರಿಯಲ್ಲಿ ಸುದ್ದಿಗೋಷ್ಠಿಯಲ್ಲಿ ಮಾತನಾಡಿದ ಅವರು, ಗ್ಯಾರಂಟಿ ಯೋಜನೆಗಳಿಂದ ಜನರು ಸಂತಸದಲ್ಲಿದ್ದಾರೆ. ಸಿದ್ದರಾಮಯ್ಯ ಅವರ ನೇತೃತ್ವದ ಸರ್ಕಾರ ಬಡವರ ಪರ ಕೆಲಸ ಮಾಡುತ್ತಿದೆ ಎಂದರು. ಸರ್ಕಾರದ ಅವಧಿ ಮುಗಿಯುವವರೆಗೂ ಯೋಜನೆಗಳು ಮುಂದುವರಿಯಲಿವೆ. ಬೆಲೆ ಏರಿಕೆ ಕುರಿತು ಕೇಂದ್ರ ಸರ್ಕಾರ ಮೊದಲು ಉತ್ತರಿಸಬೇಕು. ರಾಜ್ಯದಲ್ಲಿ ಅಭಿವೃದ್ಧಿ ಕಾರ್ಯಗಳು ನಿರಂತರವಾಗಿ ನಡೆಯುತ್ತಿವೆ ಎಂದು ತಿಳಿಸಿದರು.: [1015, 215, 1295, 332]
kickback-body: [270, 1190, 470, 1450]
story2-body-text: ತುಮಕೂರು ರೈಲ್ವೆ ನಿಲ್ದಾಣಕ್ಕೆ ಸಿದ್ಧಗಂಗಾ ಮಠದ ಡಾ. ಶ್ರೀ ಶಿವಕುಮಾರ ಸ್ವಾಮೀಜಿ ಅವರ ಹೆಸರನ್ನು ನಾಮಕರಣ ಮಾಡುವ ಪ್ರಸ್ತಾವನೆಯನ್ನು ರಾಜ್ಯ ಸರ್ಕಾರಕ್ಕೆ ಸಲ್ಲಿಸಲಾಗಿದ್ದು, ಪ್ರಸ್ತಾವನೆಗೆ ಒಪ್ಪಿಗೆ ಸೂಚಿಸುವಂತೆ ಕೇಂದ್ರ ರೈಲ್ವೆ ಹಾಗೂ ಜಲಶಕ್ತಿ ರಾಜ್ಯ ಖಾತೆ ಸಚಿವ ವಿ. ಸೋಮಣ್ಣ ತಿಳಿಸಿದರು.: [735, 195, 1000, 252]
story1-body-col2: [20, 380, 175, 530]
story1-body-d: ಜಟಾಯುವಿನ ಪ್ರತಿಮೆಯನ್ನು ಕುಬೇರ ತಿಲಾ ಮೇಲೆ ಸ್ಥಾಪಿಸಲಾಗುವುದು ಎಂದು ಚಂಪತ್ ರಾಯ್ ತಿಳಿಸಿದರು.: [185, 351, 385, 393]
lead-side-box: [885, 672, 1295, 1134]
masthead-rule: [20, 120, 1294, 123]
horoscope-sign: ● ಕಟಕ ಅತಿಯಾದ ಕೆಲಸದ ಒತ್ತಡ. ಆರೋಗ್ಯದ ಕಡೆಗೆ ಗಮನ ನೀಡಿರಿ.: [16, 1043, 128, 1085]
story1-headline: ಜೂನ್‌ನಲ್ಲಿ 18 ವಿಗ್ರಹಗಳ ಪ್ರಾಣಪ್ರತಿಷ್ಠೆ: [100, 135, 530, 175]
row-divider: [262, 1142, 1296, 1143]
responsible-dateline: ಪುತ್ತೂರು: [1020, 1977, 1051, 1989]
bheema-body-text: ಏಪ್ರಿಲ್ 14, 100 ವರ್ಷ ಕಳೆದಿರುವ ನಮ್ಮ ರಾಜ್ಯದಲ್ಲಿ ಸುಮಾರು 200 ಹಳ್ಳಿಗಳು ಸೇರಿ ಬೆಳಗಾವಿಯಲ್ಲಿ ಭೀಮ ಹೆಜ್ಜೆ 100ರ ಸಂಭ್ರಮ ಕಾರ್ಯಕ್ರಮ ಆಯೋಜಿಸಲಾಗಿದೆ. ಅಂಬೇಡ್ಕರ್ ಅವರ ಜನ್ಮದಿನದ ಅಂಗವಾಗಿ ಕಾರ್ಯಕ್ರಮ ಹಮ್ಮಿಕೊಳ್ಳಲಾಗಿದೆ ಎಂದು ಸಂಘಟಕರು ತಿಳಿಸಿದ್ದಾರೆ.: [20, 1659, 250, 1731]
registration-marks: [1180, 2069, 1225, 2078]
lead-sub-body: ಸುದ್ದಿಗೋಷ್ಠಿಯಲ್ಲಿ ಮಾತನಾಡಿದ ಬಿಜೆಪಿ ಮುಖಂಡ ಶ್ರೀರಾಮುಲು ಅವರು, ಭಾರತದಲ್ಲಿಯೇ ಕರ್ನಾಟಕ ಪೊಲೀಸರಿಗೆ ಒಳ್ಳೆಯ ಹೆಸರಿದೆ. ಆದರೆ ಕಾಂಗ್ರೆಸ್ ಸರ್ಕಾರ ಪೊಲೀಸ್ ಇಲಾಖೆಯನ್ನು ದುರ್ಬಳಕೆ ಮಾಡಿಕೊಳ್ಳುತ್ತಿದೆ. ಹಿಂದೂ ಕಾರ್ಯಕರ್ತರ ಮೇಲೆ ಸುಳ್ಳು ಪ್ರಕರಣ ದಾಖಲಿಸಲಾಗುತ್ತಿದೆ ಎಂದು ಆರೋಪಿಸಿದರು.: [483, 868, 867, 911]
lead-side-body: ಸಿದ್ದರಾಮಯ್ಯ ಪ್ರತಿಪಕ್ಷ ನಾಯಕ ಆರ್. ಅಶೋಕ್ ಮಾತನಾಡಿ, ರಾಜ್ಯದಲ್ಲಿ ಕಾಂಗ್ರೆಸ್ ಸರ್ಕಾರ ಅಧಿಕಾರಕ್ಕೆ ಬಂದ ಬಳಿಕ ಹಿಂದೂಗಳ ಕಗ್ಗೊಲೆಯಾಗುತ್ತಿದೆ. ಕೊಡಗಿನ ಜನತೆ ಕಾಂಗ್ರೆಸ್ ಸರ್ಕಾರದ ವಿರುದ್ಧ ತಿರುಗಿಬೀಳಬೇಕು. ಮುಸ್ಲಿಂ ಓಲೈಕೆಗಾಗಿ ಹಿಂದೂಗಳಿಗೆ ಅನ್ಯಾಯ ಮಾಡಲಾಗುತ್ತಿದೆ ಎಂದರು.: [893, 703, 1287, 746]
kickback-dateline: ಪುತ್ತೂರು: [270, 1191, 301, 1203]
amrut-body: [478, 1372, 808, 1450]
story2-body: ತುಮಕೂರು: ತುಮಕೂರು ರೈಲ್ವೆ ನಿಲ್ದಾಣಕ್ಕೆ ಸಿದ್ಧಗಂಗಾ ಮಠದ ಡಾ. ಶ್ರೀ ಶಿವಕುಮಾರ ಸ್ವಾಮೀಜಿ ಅವರ ಹೆಸರನ್ನು ನಾಮಕರಣ ಮಾಡುವ ಪ್ರಸ್ತಾವನೆಯನ್ನು ರಾಜ್ಯ ಸರ್ಕಾರಕ್ಕೆ ಸಲ್ಲಿಸಲಾಗಿದ್ದು, ಪ್ರಸ್ತಾವನೆಗೆ ಒಪ್ಪಿಗೆ ಸೂಚಿಸುವಂತೆ ಕೇಂದ್ರ ರೈಲ್ವೆ ಹಾಗೂ ಜಲಶಕ್ತಿ ರಾಜ್ಯ ಖಾತೆ ಸಚಿವ ವಿ. ಸೋಮಣ್ಣ ತಿಳಿಸಿದರು.: [735, 195, 1000, 252]
rahu-kala: ರಾಹುಕಾಲ: 1.30-3.00: [79, 1554, 183, 1567]
mla-side-title: ಶಿರಾದಲ್ಲಿ ಸ್ಥಾಪಿಸಿದರೆ ಅನುಕೂಲ: ಜಯಚಂದ್ರ: [1060, 1192, 1240, 1230]
quote-author: ಬಿ.ವೈ.ವಿಜಯೇಂದ್ರ, ಬಿಜೆಪಿ ರಾಜ್ಯಾಧ್ಯಕ್ಷ: [520, 1993, 659, 2007]
horoscope-times: [14, 1548, 248, 1592]
list-item: ■ ಮಂದಿರ ನಿರ್ಮಾಣ ಕಾಮಗಾರಿ ಶೇ.98 ಪೂರ್ಣಗೊಂಡಿದೆ: [568, 308, 718, 336]
registration-marks: [810, 2069, 855, 2078]
identity-dateline: ನವದೆಹಲಿ: [1094, 1723, 1128, 1735]
story4-dateline: ಮಂಡ್ಯ: [1015, 215, 1038, 227]
story1-bullets-left: [398, 304, 558, 529]
horoscope-sign: ● ಕುಂಭ ನಿಮ್ಮ ಕಾರ್ಯದಲ್ಲಿ ಸಫಲತೆ. ಆರ್ಥಿಕ ಲಾಭ. ವೃತ್ತಿಯಲ್ಲಿ ಪ್ರಗತಿ.: [134, 1091, 246, 1133]
